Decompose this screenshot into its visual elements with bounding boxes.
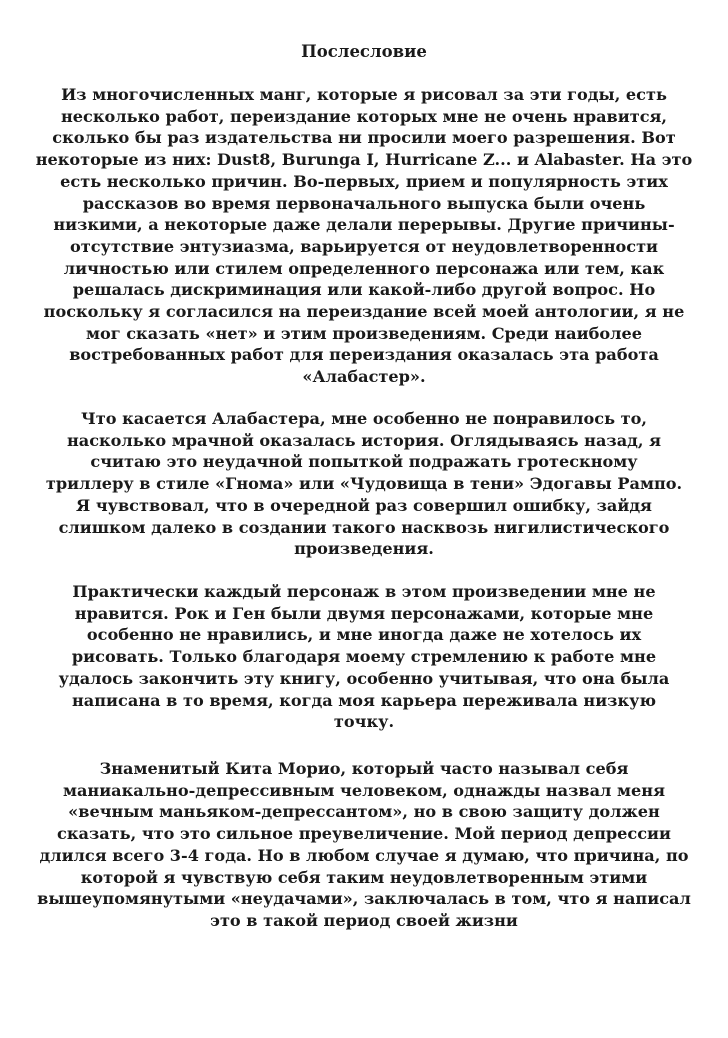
paragraph-line: слишком далеко в создании такого насквозь нигилистического [58, 517, 670, 537]
paragraph-4 [0, 758, 728, 932]
paragraph-line: Что касается Алабастера, мне особенно не понравилось то, [81, 409, 647, 428]
paragraph-line: сказать, что это сильное преувеличение. Мой период депрессии [57, 824, 671, 844]
paragraph-line: поскольку я согласился на переиздание всей моей антологии, я не [43, 302, 685, 322]
page-title: Послесловие [301, 42, 427, 61]
paragraph-line: триллеру в стиле «Гнома» или «Чудовища в тени» Эдогавы Рампо. [45, 474, 683, 494]
paragraph-line: несколько работ, переиздание которых мне не очень нравится, [60, 106, 668, 126]
paragraph-line: это в такой период своей жизни [210, 910, 518, 930]
paragraph-2 [0, 408, 728, 560]
paragraph-line: есть несколько причин. Во-первых, прием и популярность этих [60, 171, 668, 191]
paragraph-line: нравится. Рок и Ген были двумя персонажами, которые мне [74, 603, 654, 623]
paragraph-line: некоторые из них: Dust8, Burunga I, Hurricane Z... и Alabaster. На это [35, 150, 693, 170]
paragraph-line: рассказов во время первоначального выпуска были очень [82, 193, 646, 213]
paragraph-line: отсутствие энтузиазма, варьируется от неудовлетворенности [69, 236, 659, 256]
paragraph-line: мог сказать «нет» и этим произведениям. Среди наиболее [85, 323, 642, 343]
paragraph-line: востребованных работ для переиздания оказалась эта работа [69, 345, 659, 365]
paragraph-line: считаю это неудачной попыткой подражать гротескному [90, 452, 638, 472]
paragraph-line: Я чувствовал, что в очередной раз совершил ошибку, зайдя [76, 495, 652, 515]
paragraph-line: сколько бы раз издательства ни просили моего разрешения. Вот [52, 128, 676, 148]
paragraph-line: «Алабастер». [302, 367, 426, 387]
paragraph-line: вышеупомянутыми «неудачами», заключалась в том, что я написал [37, 889, 691, 909]
paragraph-line: длился всего 3-4 года. Но в любом случае я думаю, что причина, по [39, 845, 689, 865]
paragraph-line: Из многочисленных манг, которые я рисовал за эти годы, есть [61, 85, 667, 104]
paragraph-line: особенно не нравились, и мне иногда даже не хотелось их [86, 625, 642, 645]
paragraph-line: маниакально-депрессивным человеком, однажды назвал меня [62, 780, 666, 800]
paragraph-line: рисовать. Только благодаря моему стремлению к работе мне [71, 647, 657, 667]
paragraph-line: удалось закончить эту книгу, особенно учитывая, что она была [58, 668, 670, 688]
paragraph-1 [0, 84, 728, 388]
paragraph-line: написана в то время, когда моя карьера переживала низкую [72, 690, 656, 710]
paragraph-line: решалась дискриминация или какой-либо другой вопрос. Но [72, 280, 656, 300]
paragraph-line: личностью или стилем определенного персонажа или тем, как [63, 258, 665, 278]
paragraph-line: точку. [333, 712, 395, 732]
paragraph-line: произведения. [294, 539, 434, 559]
paragraph-line: Практически каждый персонаж в этом произведении мне не [72, 582, 656, 601]
paragraph-3 [0, 581, 728, 733]
paragraph-line: Знаменитый Кита Морио, который часто называл себя [99, 759, 629, 778]
paragraph-line: насколько мрачной оказалась история. Оглядываясь назад, я [66, 430, 662, 450]
paragraph-line: которой я чувствую себя таким неудовлетворенным этими [80, 867, 648, 887]
paragraph-line: «вечным маньяком-депрессантом», но в свою защиту должен [68, 802, 660, 822]
paragraph-line: низкими, а некоторые даже делали перерывы. Другие причины- [53, 215, 675, 235]
